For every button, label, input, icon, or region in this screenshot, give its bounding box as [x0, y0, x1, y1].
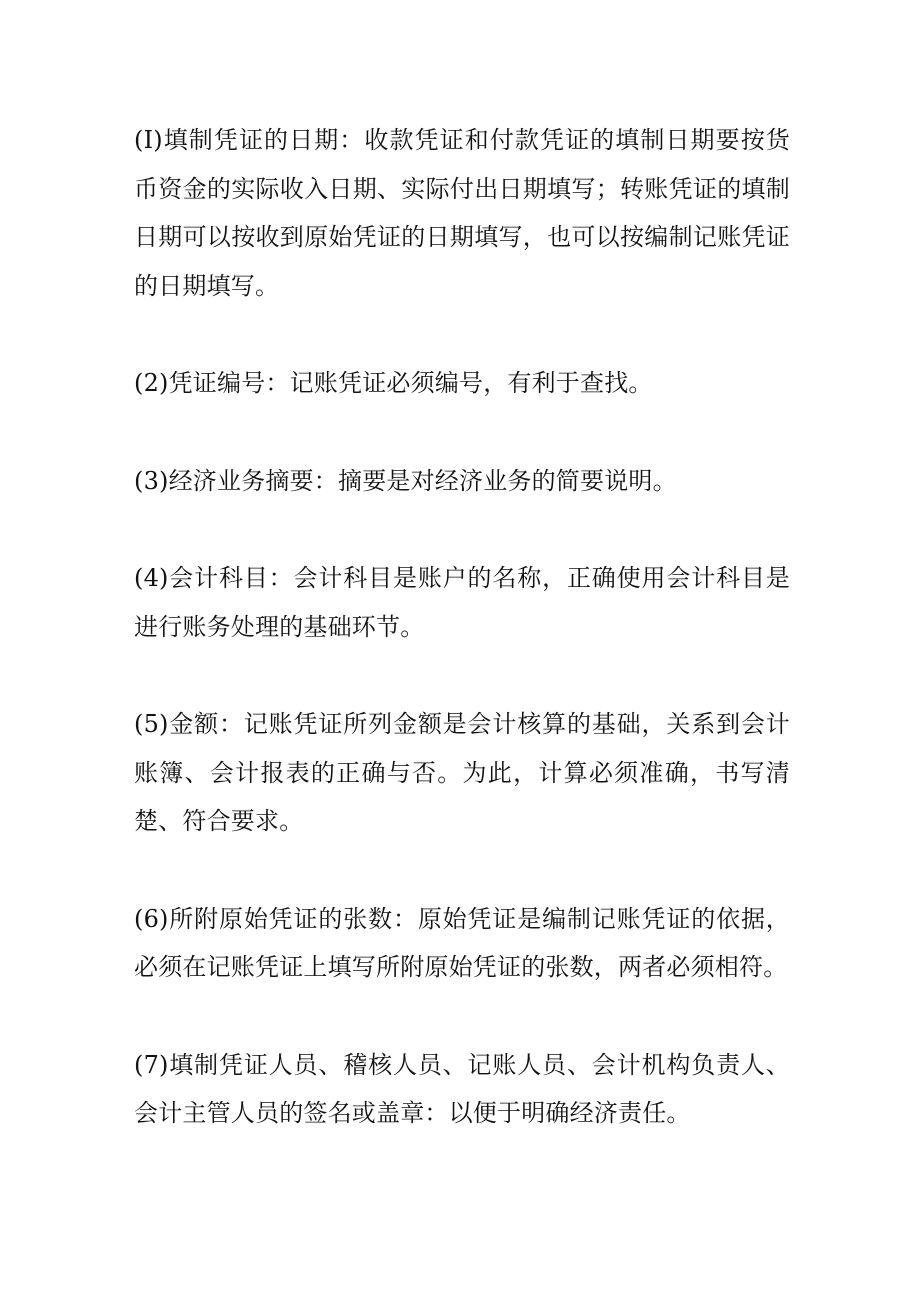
paragraph-number: (3) — [134, 466, 169, 495]
paragraph-number: (2) — [134, 369, 169, 397]
paragraph-4 — [134, 554, 790, 651]
paragraph-number: (7) — [134, 1050, 169, 1079]
paragraph-1 — [134, 116, 790, 310]
document-body — [134, 116, 790, 1187]
paragraph-text: 所附原始凭证的张数：原始凭证是编制记账凭证的依据，必须在记账凭证上填写所附原始凭证的张数，两者必须相符。 — [134, 904, 790, 981]
paragraph-6 — [134, 895, 790, 992]
paragraph-number: (4) — [134, 564, 169, 592]
paragraph-3 — [134, 457, 790, 506]
paragraph-number: (I) — [134, 126, 163, 154]
paragraph-text: 会计科目：会计科目是账户的名称，正确使用会计科目是进行账务处理的基础环节。 — [134, 564, 790, 641]
paragraph-text: 填制凭证的日期：收款凭证和付款凭证的填制日期要按货币资金的实际收入日期、实际付出日期填写；转账凭证的填制日期可以按收到原始凭证的日期填写，也可以按编制记账凭证的日期填写。 — [134, 126, 790, 300]
paragraph-text: 凭证编号：记账凭证必须编号，有利于查找。 — [168, 369, 653, 397]
paragraph-number: (5) — [134, 710, 169, 738]
paragraph-text: 金额：记账凭证所列金额是会计核算的基础，关系到会计账簿、会计报表的正确与否。为此，计算必须准确，书写清楚、符合要求。 — [134, 710, 790, 835]
paragraph-5 — [134, 700, 790, 846]
paragraph-2 — [134, 359, 790, 408]
paragraph-text: 填制凭证人员、稽核人员、记账人员、会计机构负责人、会计主管人员的签名或盖章：以便于明确经济责任。 — [134, 1050, 790, 1127]
paragraph-text: 经济业务摘要：摘要是对经济业务的简要说明。 — [168, 466, 677, 495]
paragraph-number: (6) — [134, 904, 169, 933]
paragraph-7 — [134, 1041, 790, 1138]
